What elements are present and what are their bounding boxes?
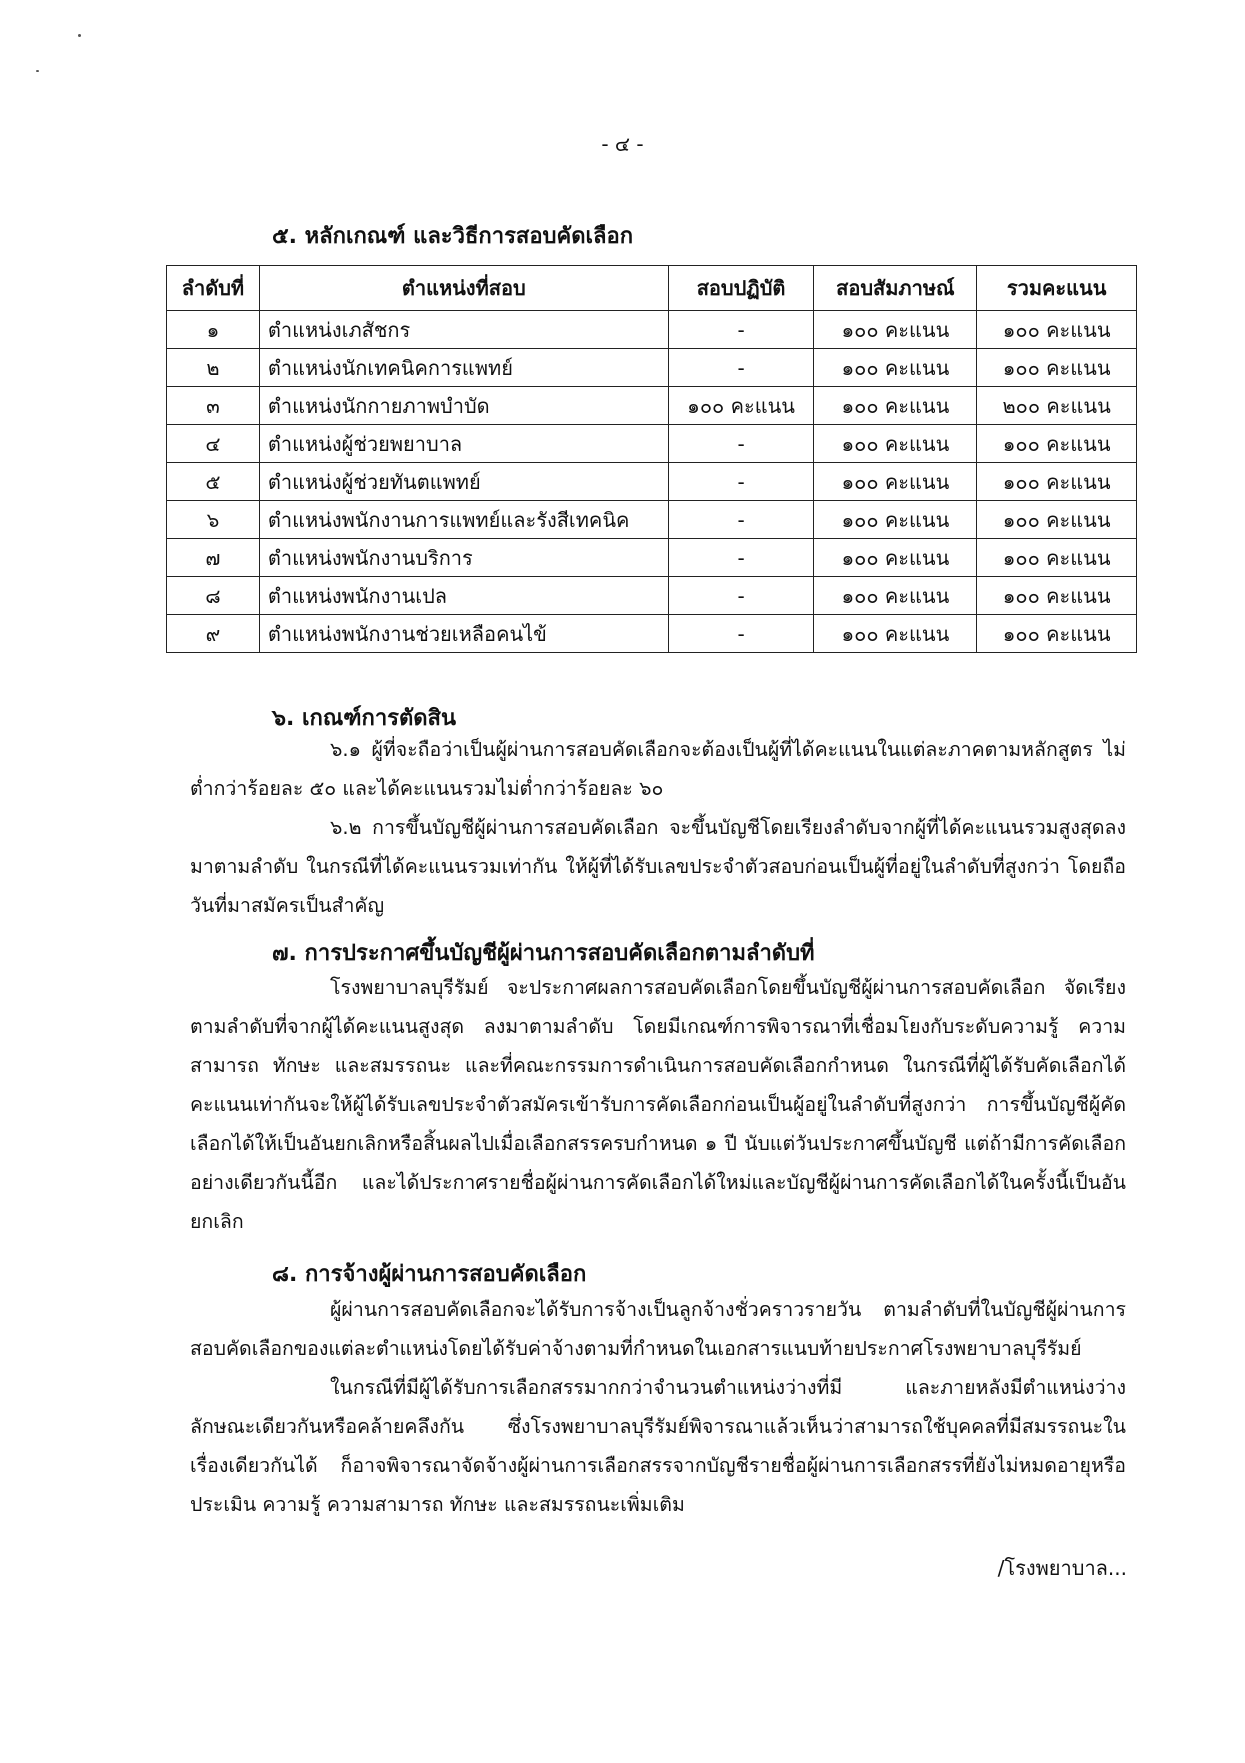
cell-order: ๔ bbox=[167, 425, 260, 463]
cell-practical: - bbox=[668, 349, 814, 387]
table-row bbox=[167, 577, 1137, 615]
header-practical: สอบปฏิบัติ bbox=[668, 266, 814, 311]
cell-position: ตำแหน่งเภสัชกร bbox=[259, 311, 668, 349]
cell-interview: ๑๐๐ คะแนน bbox=[814, 577, 977, 615]
cell-interview: ๑๐๐ คะแนน bbox=[814, 349, 977, 387]
cell-practical: - bbox=[668, 425, 814, 463]
cell-practical: - bbox=[668, 539, 814, 577]
cell-position: ตำแหน่งพนักงานบริการ bbox=[259, 539, 668, 577]
cell-order: ๕ bbox=[167, 463, 260, 501]
cell-total: ๒๐๐ คะแนน bbox=[977, 387, 1137, 425]
section-8-paragraph-2: ในกรณีที่มีผู้ได้รับการเลือกสรรมากกว่าจำนวนตำแหน่งว่างที่มี และภายหลังมีตำแหน่งว่างลักษณะเดียวกันหรือคล้ายคลึงกัน ซึ่งโรงพยาบาลบุรีรัมย์พิจารณาแล้วเห็นว่าสามารถใช้บุคคลที่มีสมรรถนะในเรื่องเดียวกันได้ ก็อาจพิจารณาจัดจ้างผู้ผ่านการเลือกสรรจากบัญชีรายชื่อผู้ผ่านการเลือกสรรที่ยังไม่หมดอายุหรือประเมิน ความรู้ ความสามารถ ทักษะ และสมรรถนะเพิ่มเติม bbox=[190, 1376, 1126, 1516]
cell-total: ๑๐๐ คะแนน bbox=[977, 463, 1137, 501]
cell-position: ตำแหน่งพนักงานช่วยเหลือคนไข้ bbox=[259, 615, 668, 653]
table-row bbox=[167, 311, 1137, 349]
cell-order: ๗ bbox=[167, 539, 260, 577]
cell-interview: ๑๐๐ คะแนน bbox=[814, 501, 977, 539]
cell-order: ๓ bbox=[167, 387, 260, 425]
criteria-table bbox=[166, 265, 1137, 653]
cell-total: ๑๐๐ คะแนน bbox=[977, 501, 1137, 539]
cell-practical: ๑๐๐ คะแนน bbox=[668, 387, 814, 425]
cell-order: ๖ bbox=[167, 501, 260, 539]
cell-interview: ๑๐๐ คะแนน bbox=[814, 539, 977, 577]
cell-position: ตำแหน่งนักเทคนิคการแพทย์ bbox=[259, 349, 668, 387]
header-position: ตำแหน่งที่สอบ bbox=[259, 266, 668, 311]
cell-total: ๑๐๐ คะแนน bbox=[977, 577, 1137, 615]
table-row bbox=[167, 349, 1137, 387]
cell-interview: ๑๐๐ คะแนน bbox=[814, 387, 977, 425]
cell-total: ๑๐๐ คะแนน bbox=[977, 539, 1137, 577]
scan-mark bbox=[78, 34, 81, 37]
cell-total: ๑๐๐ คะแนน bbox=[977, 349, 1137, 387]
cell-order: ๒ bbox=[167, 349, 260, 387]
table-row bbox=[167, 615, 1137, 653]
cell-position: ตำแหน่งพนักงานเปล bbox=[259, 577, 668, 615]
cell-total: ๑๐๐ คะแนน bbox=[977, 615, 1137, 653]
header-total: รวมคะแนน bbox=[977, 266, 1137, 311]
cell-position: ตำแหน่งพนักงานการแพทย์และรังสีเทคนิค bbox=[259, 501, 668, 539]
cell-total: ๑๐๐ คะแนน bbox=[977, 425, 1137, 463]
table-row bbox=[167, 463, 1137, 501]
table-row bbox=[167, 425, 1137, 463]
table-row bbox=[167, 539, 1137, 577]
cell-practical: - bbox=[668, 463, 814, 501]
cell-interview: ๑๐๐ คะแนน bbox=[814, 425, 977, 463]
cell-practical: - bbox=[668, 501, 814, 539]
section-6-paragraph-2: ๖.๒ การขึ้นบัญชีผู้ผ่านการสอบคัดเลือก จะขึ้นบัญชีโดยเรียงลำดับจากผู้ที่ได้คะแนนรวมสูงสุดลงมาตามลำดับ ในกรณีที่ได้คะแนนรวมเท่ากัน ให้ผู้ที่ได้รับเลขประจำตัวสอบก่อนเป็นผู้ที่อยู่ในลำดับที่สูงกว่า โดยถือวันที่มาสมัครเป็นสำคัญ bbox=[190, 816, 1126, 917]
cell-interview: ๑๐๐ คะแนน bbox=[814, 463, 977, 501]
cell-order: ๙ bbox=[167, 615, 260, 653]
section-7-paragraph: โรงพยาบาลบุรีรัมย์ จะประกาศผลการสอบคัดเลือกโดยขึ้นบัญชีผู้ผ่านการสอบคัดเลือก จัดเรียงตามลำดับที่จากผู้ได้คะแนนสูงสุด ลงมาตามลำดับ โดยมีเกณฑ์การพิจารณาที่เชื่อมโยงกับระดับความรู้ ความสามารถ ทักษะ และสมรรถนะ และที่คณะกรรมการดำเนินการสอบคัดเลือกกำหนด ในกรณีที่ผู้ได้รับคัดเลือกได้คะแนนเท่ากันจะให้ผู้ได้รับเลขประจำตัวสมัครเข้ารับการคัดเลือกก่อนเป็นผู้อยู่ในลำดับที่สูงกว่า การขึ้นบัญชีผู้คัดเลือกได้ให้เป็นอันยกเลิกหรือสิ้นผลไปเมื่อเลือกสรรครบกำหนด ๑ ปี นับแต่วันประกาศขึ้นบัญชี แต่ถ้ามีการคัดเลือกอย่างเดียวกันนี้อีก และได้ประกาศรายชื่อผู้ผ่านการคัดเลือกได้ใหม่และบัญชีผู้ผ่านการคัดเลือกได้ในครั้งนี้เป็นอันยกเลิก bbox=[190, 976, 1126, 1233]
table-row bbox=[167, 387, 1137, 425]
cell-order: ๘ bbox=[167, 577, 260, 615]
section-8-heading: ๘. การจ้างผู้ผ่านการสอบคัดเลือก bbox=[272, 1262, 587, 1287]
section-6-heading: ๖. เกณฑ์การตัดสิน bbox=[272, 706, 457, 731]
table-row bbox=[167, 501, 1137, 539]
scan-mark bbox=[36, 70, 39, 72]
page-number: - ๔ - bbox=[601, 132, 644, 156]
cell-practical: - bbox=[668, 615, 814, 653]
section-8-paragraph-1: ผู้ผ่านการสอบคัดเลือกจะได้รับการจ้างเป็นลูกจ้างชั่วคราวรายวัน ตามลำดับที่ในบัญชีผู้ผ่านการสอบคัดเลือกของแต่ละตำแหน่งโดยได้รับค่าจ้างตามที่กำหนดในเอกสารแนบท้ายประกาศโรงพยาบาลบุรีรัมย์ bbox=[190, 1298, 1126, 1360]
cell-interview: ๑๐๐ คะแนน bbox=[814, 615, 977, 653]
table-header-row bbox=[167, 266, 1137, 311]
cell-position: ตำแหน่งนักกายภาพบำบัด bbox=[259, 387, 668, 425]
cell-position: ตำแหน่งผู้ช่วยพยาบาล bbox=[259, 425, 668, 463]
cell-practical: - bbox=[668, 577, 814, 615]
cell-total: ๑๐๐ คะแนน bbox=[977, 311, 1137, 349]
header-order: ลำดับที่ bbox=[167, 266, 260, 311]
cell-interview: ๑๐๐ คะแนน bbox=[814, 311, 977, 349]
continuation-note: /โรงพยาบาล... bbox=[997, 1556, 1127, 1580]
section-6-paragraph-1: ๖.๑ ผู้ที่จะถือว่าเป็นผู้ผ่านการสอบคัดเลือกจะต้องเป็นผู้ที่ได้คะแนนในแต่ละภาคตามหลักสูตร ไม่ต่ำกว่าร้อยละ ๕๐ และได้คะแนนรวมไม่ต่ำกว่าร้อยละ ๖๐ bbox=[190, 738, 1126, 800]
cell-order: ๑ bbox=[167, 311, 260, 349]
cell-practical: - bbox=[668, 311, 814, 349]
header-interview: สอบสัมภาษณ์ bbox=[814, 266, 977, 311]
section-7-heading: ๗. การประกาศขึ้นบัญชีผู้ผ่านการสอบคัดเลือกตามลำดับที่ bbox=[272, 941, 815, 966]
section-5-heading: ๕. หลักเกณฑ์ และวิธีการสอบคัดเลือก bbox=[272, 224, 634, 249]
cell-position: ตำแหน่งผู้ช่วยทันตแพทย์ bbox=[259, 463, 668, 501]
